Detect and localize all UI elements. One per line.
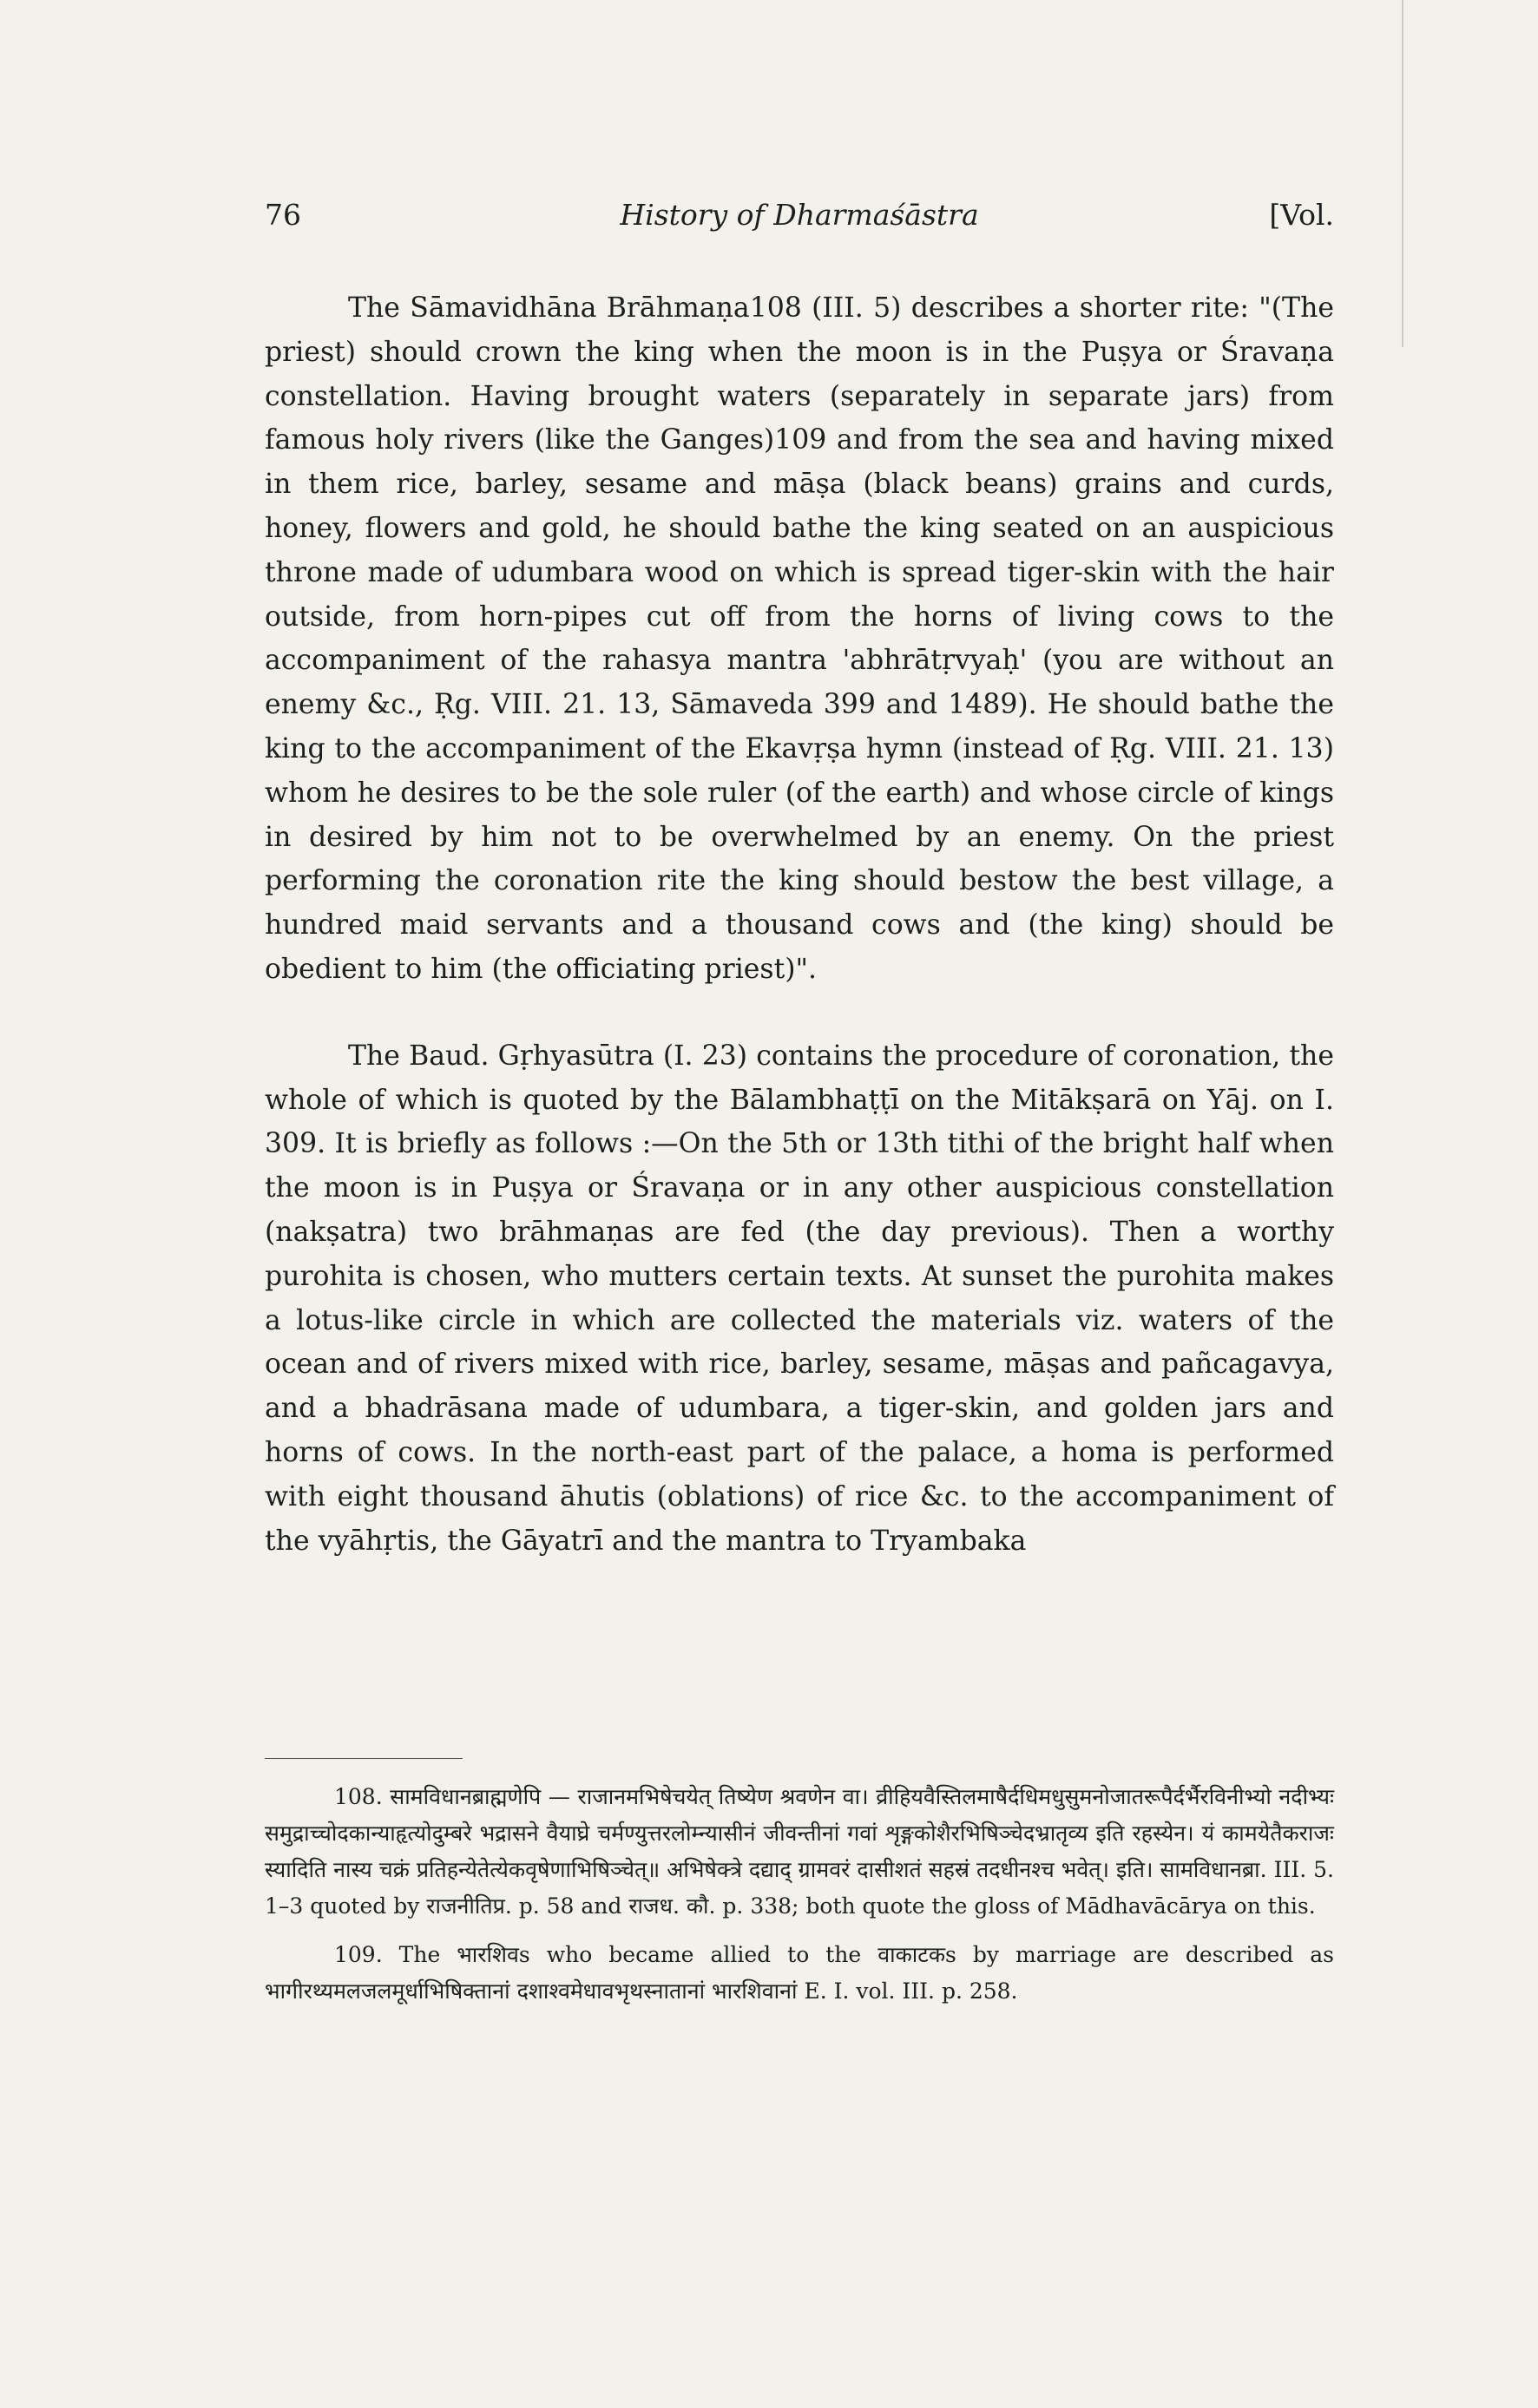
main-text [265,286,1334,1563]
running-title: History of Dharmaśāstra [620,198,979,232]
footnotes [265,1779,1334,2010]
footnote-rule [265,1758,463,1759]
volume-label: [Vol. [1269,198,1334,232]
footnote-108: 108. सामविधानब्राह्मणेपि — राजानमभिषेचयेत् तिष्येण श्रवणेन वा। व्रीहियवैस्तिलमाषैर्दधिमधुसुमनोजातरूपैर्दर्भैरविनीभ्यो नदीभ्यः समुद्राच्चोदकान्याहृत्योदुम्बरे भद्रासने वैयाघ्रे चर्मण्युत्तरलोम्न्यासीनं जीवन्तीनां गवां शृङ्गकोशैरभिषिञ्चेदभ्रातृव्य इति रहस्येन। यं कामयेतैकराजः स्यादिति नास्य चक्रं प्रतिहन्येतेत्येकवृषेणाभिषिञ्चेत्॥ अभिषेक्त्रे दद्याद् ग्रामवरं दासीशतं सहस्रं तदधीनश्च भवेत्। इति। सामविधानब्रा. III. 5. 1–3 quoted by राजनीतिप्र. p. 58 and राजध. कौ. p. 338; both quote the gloss of Mādhavācārya on this. [265,1784,1334,1919]
page-number: 76 [265,198,301,232]
footnote-109: 109. The भारशिवs who became allied to the वाकाटकs by marriage are described as भागीरथ्यमलजलमूर्धाभिषिक्तानां दशाश्वमेधावभृथस्नातानां भारशिवानां E. I. vol. III. p. 258. [265,1942,1334,2004]
scan-edge-line [1402,0,1403,347]
paragraph-samavidhana: The Sāmavidhāna Brāhmaṇa108 (III. 5) describes a shorter rite: "(The priest) should crown the king when the moon is in the Puṣya or Śravaṇa constellation. Having brought waters (separately in separate jars) from famous holy rivers (like the Ganges)109 and from the sea and having mixed in them rice, barley, sesame and māṣa (black beans) grains and curds, honey, flowers and gold, he should bathe the king seated on an auspicious throne made of udumbara wood on which is spread tiger-skin with the hair outside, from horn-pipes cut off from the horns of living cows to the accompaniment of the rahasya mantra 'abhrātṛvyaḥ' (you are without an enemy &c., Ṛg. VIII. 21. 13, Sāmaveda 399 and 1489). He should bathe the king to the accompaniment of the Ekavṛṣa hymn (instead of Ṛg. VIII. 21. 13) whom he desires to be the sole ruler (of the earth) and whose circle of kings in desired by him not to be overwhelmed by an enemy. On the priest performing the coronation rite the king should bestow the best village, a hundred maid servants and a thousand cows and (the king) should be obedient to him (the officiating priest)". [265,292,1334,985]
running-header [265,198,1334,241]
paragraph-baudhayana: The Baud. Gṛhyasūtra (I. 23) contains the procedure of coronation, the whole of which is quoted by the Bālambhaṭṭī on the Mitākṣarā on Yāj. on I. 309. It is briefly as follows :—On the 5th or 13th tithi of the bright half when the moon is in Puṣya or Śravaṇa or in any other auspicious constellation (nakṣatra) two brāhmaṇas are fed (the day previous). Then a worthy purohita is chosen, who mutters certain texts. At sunset the purohita makes a lotus-like circle in which are collected the materials viz. waters of the ocean and of rivers mixed with rice, barley, sesame, māṣas and pañcagavya, and a bhadrāsana made of udumbara, a tiger-skin, and golden jars and horns of cows. In the north-east part of the palace, a homa is performed with eight thousand āhutis (oblations) of rice &c. to the accompaniment of the vyāhṛtis, the Gāyatrī and the mantra to Tryambaka [265,1040,1334,1557]
